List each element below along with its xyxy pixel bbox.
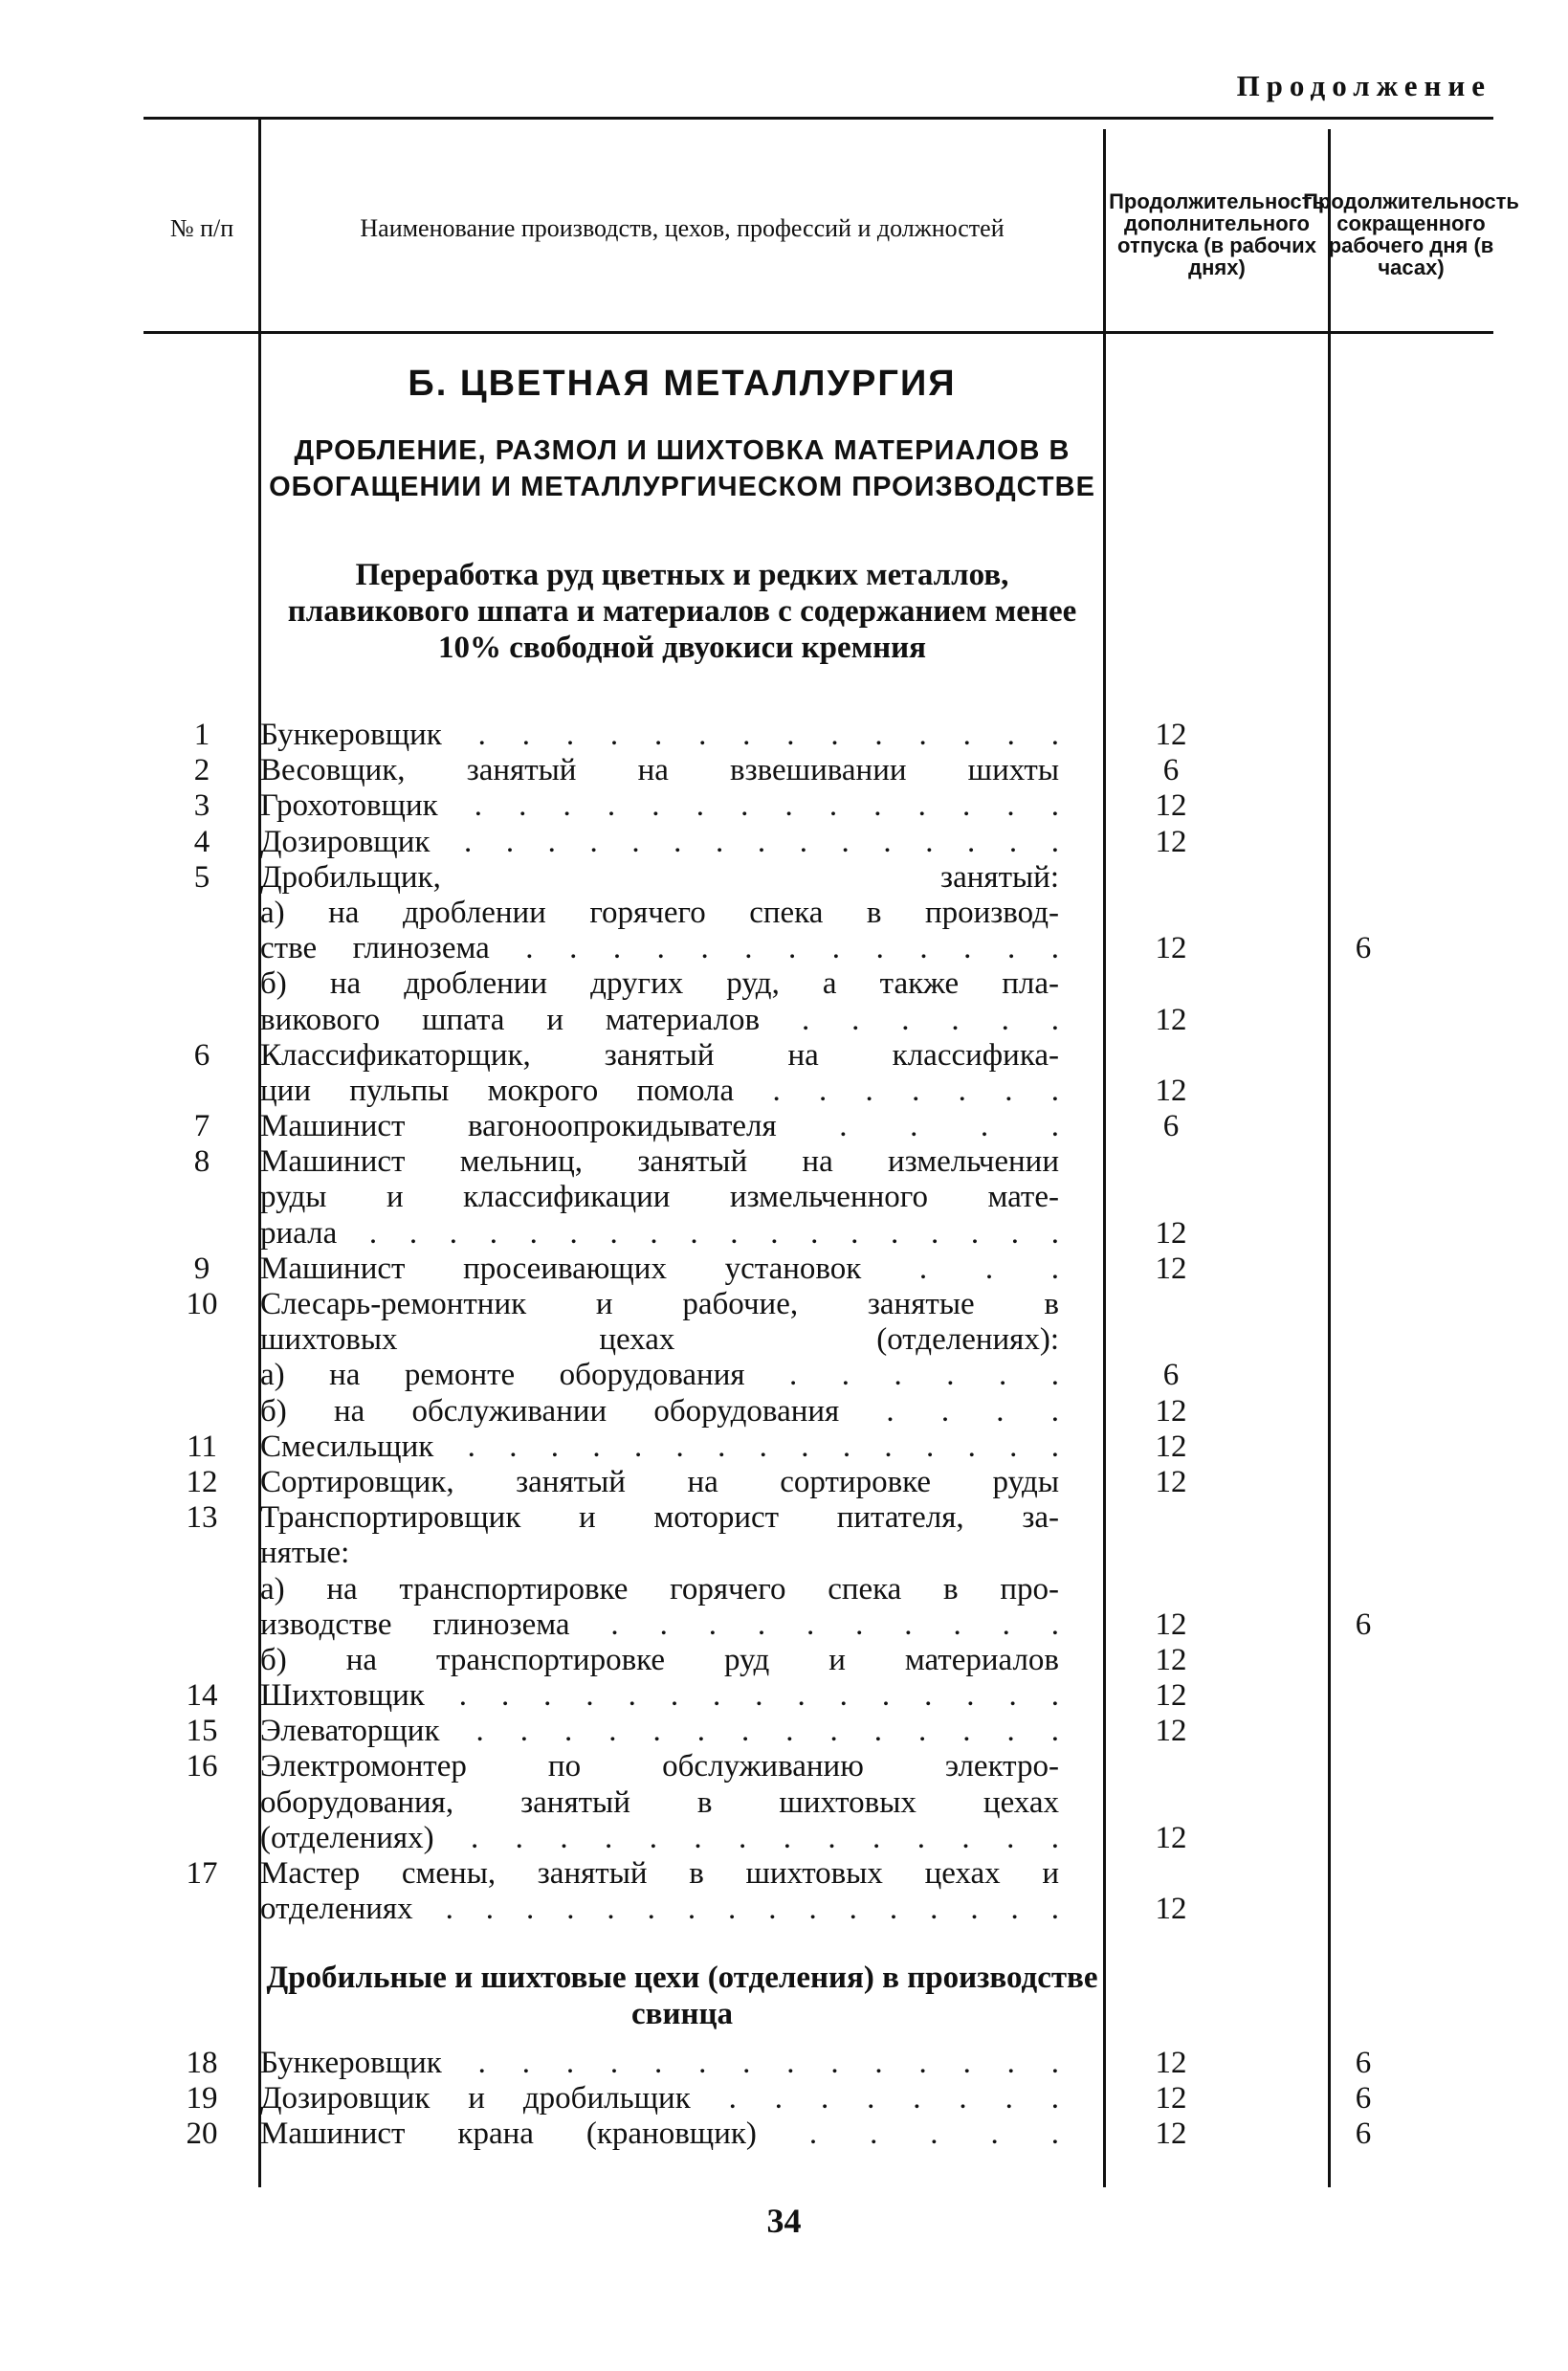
table-row	[144, 1821, 1494, 1856]
row-number: 7	[193, 1109, 210, 1144]
row-occupation: Машинист мельниц, занятый на измельчении	[260, 1144, 1059, 1180]
row-number: 6	[193, 1037, 210, 1073]
table-row	[144, 1892, 1494, 1927]
table-row	[144, 1322, 1494, 1358]
row-short-day-hours	[1283, 753, 1444, 788]
row-short-day-hours: 6	[1355, 931, 1372, 966]
row-extra-leave-days	[1059, 1287, 1283, 1322]
table-row	[144, 931, 1494, 966]
row-extra-leave-days: 12	[1155, 1678, 1187, 1714]
row-short-day-hours	[1283, 1003, 1444, 1038]
row-occupation: риала . . . . . . . . . . . . . . . . . .	[260, 1215, 1059, 1251]
row-short-day-hours	[1283, 896, 1444, 931]
row-extra-leave-days: 12	[1155, 2046, 1187, 2080]
table-row	[144, 1643, 1494, 1678]
row-number: 4	[193, 824, 210, 859]
row-short-day-hours	[1283, 1252, 1444, 1287]
row-number	[144, 1003, 260, 1038]
table-row	[144, 1109, 1494, 1144]
row-occupation: оборудования, занятый в шихтовых цехах	[260, 1784, 1059, 1820]
row-occupation: Классификаторщик, занятый на классифика-	[260, 1037, 1059, 1073]
table-row	[144, 1536, 1494, 1571]
row-short-day-hours: 6	[1355, 2046, 1372, 2080]
row-occupation: Сортировщик, занятый на сортировке руды	[260, 1464, 1059, 1499]
row-short-day-hours	[1283, 1856, 1444, 1892]
row-number	[144, 1536, 260, 1571]
row-occupation: а) на ремонте оборудования . . . . . .	[260, 1358, 1059, 1393]
row-short-day-hours	[1283, 1572, 1444, 1607]
row-short-day-hours	[1283, 1892, 1444, 1927]
row-short-day-hours	[1283, 825, 1444, 860]
table-row	[144, 1287, 1494, 1322]
row-number	[144, 1785, 260, 1821]
section-title: Б. ЦВЕТНАЯ МЕТАЛЛУРГИЯ	[408, 364, 957, 404]
row-number: 2	[193, 753, 210, 788]
row-extra-leave-days	[1059, 896, 1283, 931]
row-extra-leave-days: 12	[1155, 1642, 1187, 1677]
row-occupation: Машинист просеивающих установок . . .	[260, 1251, 1059, 1286]
row-number	[144, 1821, 260, 1856]
row-number	[144, 1607, 260, 1643]
row-short-day-hours	[1283, 1785, 1444, 1821]
row-occupation: нятые:	[260, 1536, 350, 1571]
row-extra-leave-days: 12	[1155, 2116, 1187, 2152]
table-row	[144, 1038, 1494, 1074]
row-occupation: б) на транспортировке руд и материалов	[260, 1642, 1059, 1677]
row-occupation: Весовщик, занятый на взвешивании шихты	[260, 753, 1059, 788]
row-extra-leave-days	[1059, 1785, 1283, 1821]
row-extra-leave-days: 12	[1155, 1464, 1187, 1499]
row-short-day-hours	[1283, 1322, 1444, 1358]
row-short-day-hours	[1283, 718, 1444, 753]
row-short-day-hours	[1283, 1109, 1444, 1144]
row-occupation: а) на транспортировке горячего спека в про-	[260, 1571, 1059, 1607]
table-row	[144, 1144, 1494, 1180]
row-occupation: Дозировщик и дробильщик . . . . . . . .	[260, 2081, 1059, 2116]
table-row	[144, 1607, 1494, 1643]
row-number	[144, 1643, 260, 1678]
row-occupation: (отделениях) . . . . . . . . . . . . . .	[260, 1820, 1059, 1855]
row-short-day-hours: 6	[1355, 2081, 1372, 2116]
table-row	[144, 1429, 1494, 1465]
header-name: Наименование производств, цехов, профессий и должностей	[360, 214, 1005, 242]
table-row	[144, 1714, 1494, 1749]
table-body-group-2	[144, 2046, 1494, 2153]
table-row	[144, 825, 1494, 860]
row-occupation: Дробильщик, занятый:	[260, 859, 1059, 895]
row-short-day-hours	[1283, 1216, 1444, 1252]
row-occupation: отделениях . . . . . . . . . . . . . . . .	[260, 1892, 1059, 1927]
row-number: 11	[187, 1429, 217, 1464]
row-occupation: стве глинозема . . . . . . . . . . . . .	[260, 931, 1059, 966]
table-row	[144, 1216, 1494, 1252]
row-occupation: Электромонтер по обслуживанию электро-	[260, 1749, 1059, 1784]
row-extra-leave-days: 12	[1155, 824, 1187, 859]
row-number: 12	[186, 1464, 218, 1499]
row-number: 5	[193, 859, 210, 895]
row-short-day-hours	[1283, 1144, 1444, 1180]
table-row	[144, 788, 1494, 824]
row-number: 15	[186, 1714, 218, 1749]
row-number: 3	[193, 788, 210, 824]
row-short-day-hours	[1283, 966, 1444, 1002]
row-extra-leave-days	[1059, 1322, 1283, 1358]
row-short-day-hours	[1283, 860, 1444, 896]
row-number	[144, 896, 260, 931]
row-extra-leave-days	[1059, 1749, 1283, 1784]
row-number: 10	[186, 1287, 218, 1321]
table-row	[144, 718, 1494, 753]
row-number	[144, 1216, 260, 1252]
table-row	[144, 2081, 1494, 2116]
row-short-day-hours: 6	[1355, 1607, 1372, 1642]
row-extra-leave-days	[1059, 1572, 1283, 1607]
row-extra-leave-days	[1059, 1144, 1283, 1180]
row-short-day-hours: 6	[1355, 2116, 1372, 2152]
table-row	[144, 1003, 1494, 1038]
row-occupation: ции пульпы мокрого помола . . . . . . .	[260, 1073, 1059, 1108]
row-extra-leave-days: 12	[1155, 1251, 1187, 1286]
table-row	[144, 1500, 1494, 1536]
row-occupation: Смесильщик . . . . . . . . . . . . . . .	[260, 1429, 1059, 1464]
table-row	[144, 1856, 1494, 1892]
row-occupation: Транспортировщик и моторист питателя, за-	[260, 1500, 1059, 1536]
table-row	[144, 966, 1494, 1002]
row-number: 20	[186, 2116, 218, 2152]
row-extra-leave-days: 12	[1155, 2081, 1187, 2116]
row-short-day-hours	[1283, 1643, 1444, 1678]
row-short-day-hours	[1283, 1465, 1444, 1500]
row-occupation: Элеваторщик . . . . . . . . . . . . . .	[260, 1714, 1059, 1749]
row-number	[144, 966, 260, 1002]
row-short-day-hours	[1283, 788, 1444, 824]
table-row	[144, 1678, 1494, 1714]
table-row	[144, 2116, 1494, 2152]
row-extra-leave-days: 12	[1155, 931, 1187, 966]
row-extra-leave-days: 12	[1155, 1393, 1187, 1429]
header-number: № п/п	[169, 214, 234, 242]
group-title-ores: Переработка руд цветных и редких металлов, плавикового шпата и материалов с содержанием менее 10% свободной двуокиси кремния	[287, 558, 1077, 665]
row-occupation: Шихтовщик . . . . . . . . . . . . . . .	[260, 1678, 1059, 1714]
row-short-day-hours	[1283, 1536, 1444, 1571]
row-short-day-hours	[1283, 1287, 1444, 1322]
table-row	[144, 753, 1494, 788]
row-extra-leave-days	[1059, 1536, 1283, 1571]
row-extra-leave-days: 12	[1155, 1714, 1187, 1749]
table-row	[144, 896, 1494, 931]
row-extra-leave-days: 12	[1155, 1429, 1187, 1464]
row-number: 18	[186, 2046, 218, 2080]
row-short-day-hours	[1283, 1714, 1444, 1749]
row-number: 19	[186, 2081, 218, 2116]
table-row	[144, 1252, 1494, 1287]
row-occupation: Дозировщик . . . . . . . . . . . . . . .	[260, 824, 1059, 859]
row-extra-leave-days: 12	[1155, 1607, 1187, 1642]
row-occupation: Грохотовщик . . . . . . . . . . . . . .	[260, 788, 1059, 824]
table-row	[144, 1074, 1494, 1109]
row-extra-leave-days: 6	[1162, 1358, 1180, 1393]
row-occupation: б) на дроблении других руд, а также пла-	[260, 966, 1059, 1002]
table-body-group-1	[144, 718, 1494, 1927]
header-short-day: Продолжительность сокращенного рабочего дня (в часах)	[1303, 189, 1519, 279]
row-number	[144, 931, 260, 966]
table-row	[144, 1572, 1494, 1607]
row-short-day-hours	[1283, 1180, 1444, 1215]
row-occupation: викового шпата и материалов . . . . . .	[260, 1002, 1059, 1037]
row-occupation: руды и классификации измельченного мате-	[260, 1180, 1059, 1215]
table-row	[144, 1394, 1494, 1429]
table-row	[144, 1358, 1494, 1393]
row-short-day-hours	[1283, 1358, 1444, 1393]
row-occupation: а) на дроблении горячего спека в производ-	[260, 895, 1059, 930]
row-number: 1	[193, 718, 210, 752]
group-title-lead: Дробильные и шихтовые цехи (отделения) в производстве свинца	[266, 1961, 1098, 2031]
row-number	[144, 1394, 260, 1429]
row-occupation: шихтовых цехах (отделениях):	[260, 1322, 1059, 1358]
row-extra-leave-days: 12	[1155, 1215, 1187, 1251]
row-number: 8	[193, 1144, 210, 1180]
row-extra-leave-days	[1059, 966, 1283, 1002]
table-row	[144, 1749, 1494, 1784]
row-short-day-hours	[1283, 1394, 1444, 1429]
row-number: 9	[193, 1251, 210, 1286]
row-extra-leave-days: 12	[1155, 1073, 1187, 1108]
subsection-title: ДРОБЛЕНИЕ, РАЗМОЛ И ШИХТОВКА МАТЕРИАЛОВ В ОБОГАЩЕНИИ И МЕТАЛЛУРГИЧЕСКОМ ПРОИЗВОДСТВЕ	[269, 435, 1095, 502]
table-top-rule	[144, 117, 1493, 120]
page-number: 34	[766, 2202, 802, 2240]
row-number	[144, 1358, 260, 1393]
row-short-day-hours	[1283, 1038, 1444, 1074]
row-short-day-hours	[1283, 1074, 1444, 1109]
row-occupation: Машинист крана (крановщик) . . . . .	[260, 2116, 1059, 2152]
row-occupation: Машинист вагоноопрокидывателя . . . .	[260, 1109, 1059, 1144]
row-number	[144, 1892, 260, 1927]
row-number	[144, 1074, 260, 1109]
row-short-day-hours	[1283, 1429, 1444, 1465]
row-extra-leave-days	[1059, 860, 1283, 896]
row-short-day-hours	[1283, 1500, 1444, 1536]
row-number: 14	[186, 1678, 218, 1714]
row-number: 16	[186, 1749, 218, 1784]
row-extra-leave-days	[1059, 1180, 1283, 1215]
row-occupation: Бункеровщик . . . . . . . . . . . . . .	[260, 718, 1059, 752]
table-row	[144, 1785, 1494, 1821]
row-occupation: б) на обслуживании оборудования . . . .	[260, 1393, 1059, 1429]
row-occupation: Бункеровщик . . . . . . . . . . . . . .	[260, 2046, 1059, 2080]
row-extra-leave-days: 12	[1155, 1892, 1187, 1927]
table-row	[144, 2046, 1494, 2081]
row-occupation: изводстве глинозема . . . . . . . . . .	[260, 1607, 1059, 1642]
table-row	[144, 1180, 1494, 1215]
row-extra-leave-days	[1059, 1856, 1283, 1892]
row-number: 17	[186, 1856, 218, 1891]
row-extra-leave-days: 12	[1155, 1002, 1187, 1037]
continuation-label: Продолжение	[1236, 69, 1491, 102]
row-number: 13	[186, 1500, 218, 1536]
row-extra-leave-days: 12	[1155, 788, 1187, 824]
row-extra-leave-days: 6	[1162, 753, 1180, 788]
header-extra-leave: Продолжительность дополнительного отпуска (в рабочих днях)	[1109, 189, 1325, 279]
row-number	[144, 1322, 260, 1358]
row-extra-leave-days: 12	[1155, 718, 1187, 752]
row-extra-leave-days: 6	[1162, 1109, 1180, 1144]
table-row	[144, 1465, 1494, 1500]
row-short-day-hours	[1283, 1678, 1444, 1714]
row-extra-leave-days	[1059, 1500, 1283, 1536]
row-extra-leave-days: 12	[1155, 1820, 1187, 1855]
table-row	[144, 860, 1494, 896]
row-occupation: Мастер смены, занятый в шихтовых цехах и	[260, 1856, 1059, 1891]
row-number	[144, 1180, 260, 1215]
row-number	[144, 1572, 260, 1607]
row-occupation: Слесарь-ремонтник и рабочие, занятые в	[260, 1287, 1059, 1321]
row-extra-leave-days	[1059, 1038, 1283, 1074]
row-short-day-hours	[1283, 1749, 1444, 1784]
row-short-day-hours	[1283, 1821, 1444, 1856]
